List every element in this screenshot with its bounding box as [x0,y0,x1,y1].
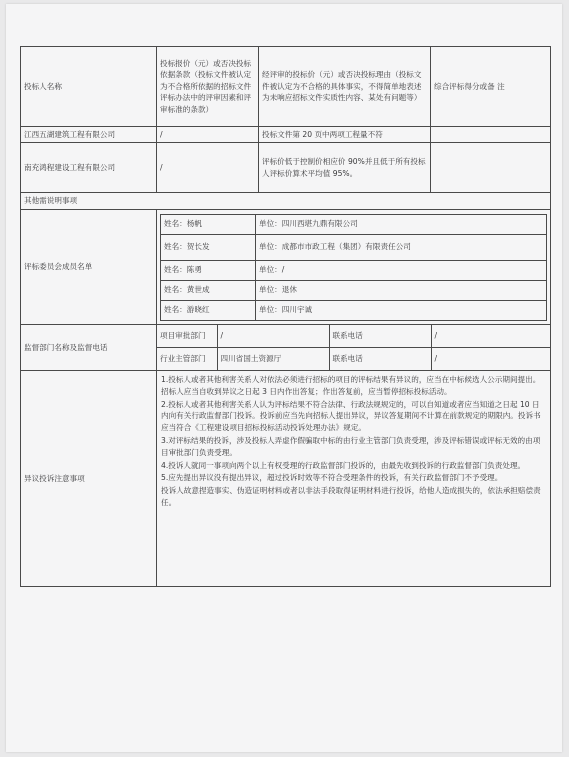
bidder-name-header: 投标人名称 [21,47,157,127]
evaluation-result-table [20,46,551,587]
member-unit: 单位：四川西堪九鼎有限公司 [256,214,547,234]
dept-value: 四川省国土资源厅 [217,348,329,371]
dept-value: / [217,325,329,348]
score-remark [431,143,551,193]
objection-label: 异议投诉注意事项 [21,371,157,587]
other-notes-label: 其他需说明事项 [21,193,551,210]
committee-members [157,210,551,325]
other-notes-row [21,193,551,210]
score-remark-header: 综合评标得分或备 注 [431,47,551,127]
committee-list [160,214,547,321]
phone-value: / [431,348,550,371]
member-unit: 单位：退休 [256,280,547,300]
supervision-row [21,325,551,371]
bidder-name: 南充鸿程建设工程有限公司 [21,143,157,193]
member-name: 姓名：贺长发 [161,234,256,260]
list-item [161,300,547,320]
objection-item: 投诉人故意捏造事实、伪造证明材料或者以非法手段取得证明材料进行投诉，给他人造成损失的，依法承担赔偿责任。 [161,486,541,507]
table-row [157,325,550,348]
bidder-name: 江西五湖建筑工程有限公司 [21,127,157,143]
list-item [161,260,547,280]
evaluated-price-header: 经评审的投标价（元）或否决投标理由（投标文件被认定为不合格的具体事实，不得简单地表述为未响应招标文件实质性内容、某处有问题等） [259,47,431,127]
table-row [21,143,551,193]
phone-label: 联系电话 [329,348,431,371]
objection-item: 3.对评标结果的投诉，涉及投标人弄虚作假骗取中标的由行业主管部门负责受理，涉及评标错误或评标无效的由项目审批部门负责受理。 [161,435,541,457]
list-item [161,234,547,260]
list-item [161,214,547,234]
member-unit: 单位：四川宇诚 [256,300,547,320]
supervision-detail [157,325,551,371]
phone-label: 联系电话 [329,325,431,348]
supervision-table [157,325,550,370]
phone-value: / [431,325,550,348]
table-row [157,348,550,371]
committee-row [21,210,551,325]
bid-price: / [157,143,259,193]
member-name: 姓名：杨帆 [161,214,256,234]
dept-label: 行业主管部门 [157,348,217,371]
bid-price-header: 投标报价（元）或否决投标依据条款（投标文件被认定为不合格所依据的招标文件评标办法中的评审因素和评审标准的条款） [157,47,259,127]
member-name: 姓名：陈勇 [161,260,256,280]
member-name: 姓名：游晓红 [161,300,256,320]
objection-item: 4.投诉人就同一事项向两个以上有权受理的行政监督部门投诉的，由最先收到投诉的行政监督部门负责处理。 [161,460,526,470]
score-remark [431,127,551,143]
committee-label: 评标委员会成员名单 [21,210,157,325]
bid-price: / [157,127,259,143]
reject-reason: 投标文件第 20 页中两项工程量不符 [259,127,431,143]
list-item [161,280,547,300]
reject-reason: 评标价低于控制价相应价 90%并且低于所有投标人评标价算术平均值 95%。 [259,143,431,193]
table-row [21,127,551,143]
supervision-label: 监督部门名称及监督电话 [21,325,157,371]
dept-label: 项目审批部门 [157,325,217,348]
member-name: 姓名：黄世成 [161,280,256,300]
objection-item: 1.投标人或者其他利害关系人对依法必须进行招标的项目的评标结果有异议的，应当在中标候选人公示期间提出。招标人应当自收到异议之日起 3 日内作出答复；作出答复前，应当暂停招标投标活动。 [161,375,541,396]
objection-item: 2.投标人或者其他利害关系人认为评标结果不符合法律、行政法规规定的，可以自知道或者应当知道之日起 10 日内向有关行政监督部门投诉。投诉前应当先向招标人提出异议，异议答复期间不计算在前款规定的期限内。投诉书应当符合《工程建设项目招标投标活动投诉处理办法》规定。 [161,399,541,433]
objection-notes [157,371,551,587]
member-unit: 单位：成都市市政工程（集团）有限责任公司 [256,234,547,260]
table-header-row [21,47,551,127]
objection-item: 5.应先提出异议没有提出异议，超过投诉时效等不符合受理条件的投诉，有关行政监督部门不予受理。 [161,473,503,483]
objection-row [21,371,551,587]
member-unit: 单位：/ [256,260,547,280]
